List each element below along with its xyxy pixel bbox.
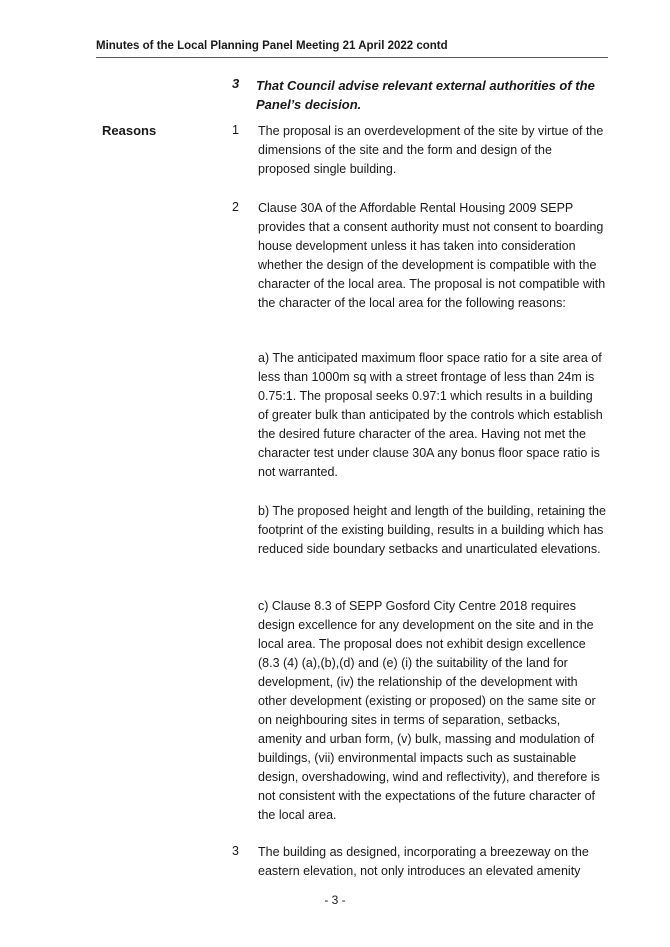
reason-number: 1 (232, 123, 239, 137)
reason-paragraph: Clause 30A of the Affordable Rental Housing 2009 SEPP provides that a consent authority must not consent to boarding house development unless it has taken into consideration whether the design of the development is compatible with the character of the local area. The proposal is not compatible with the character of the local area for the following reasons: (258, 201, 606, 310)
reason-paragraph: The proposal is an overdevelopment of the site by virtue of the dimensions of the site and the form and design of the proposed single building. (258, 124, 604, 176)
resolution-text: That Council advise relevant external authorities of the Panel’s decision. (256, 78, 595, 112)
reason-subparagraph: a) The anticipated maximum floor space ratio for a site area of less than 1000m sq with a street frontage of less than 24m is 0.75:1. The proposal seeks 0.97:1 which results in a building of greater bulk than anticipated by the controls which establish the desired future character of the area. Having not met the character test under clause 30A any bonus floor space ratio is not warranted. (258, 351, 603, 479)
reason-number: 3 (232, 844, 239, 858)
page-number: - 3 - (324, 893, 346, 907)
resolution-number: 3 (232, 76, 240, 91)
reason-number: 2 (232, 200, 239, 214)
reason-paragraph: The building as designed, incorporating a breezeway on the eastern elevation, not only introduces an elevated amenity (258, 845, 589, 878)
reason-subparagraph: b) The proposed height and length of the building, retaining the footprint of the existing building, results in a building which has reduced side boundary setbacks and unarticulated elevations. (258, 504, 606, 556)
reasons-label: Reasons (102, 123, 157, 138)
page-header: Minutes of the Local Planning Panel Meeting 21 April 2022 contd (96, 40, 608, 58)
reason-subparagraph: c) Clause 8.3 of SEPP Gosford City Centre 2018 requires design excellence for any development on the site and in the local area. The proposal does not exhibit design excellence (8.3 (4) (a),(b),(d) and (e) (i) the suitability of the land for development, (iv) the relationship of the development with other development (existing or proposed) on the same site or on neighbouring sites in terms of separation, setbacks, amenity and urban form, (v) bulk, massing and modulation of buildings, (vii) environmental impacts such as sustainable design, overshadowing, wind and reflectivity), and therefore is not consistent with the expectations of the future character of the local area. (258, 599, 600, 822)
